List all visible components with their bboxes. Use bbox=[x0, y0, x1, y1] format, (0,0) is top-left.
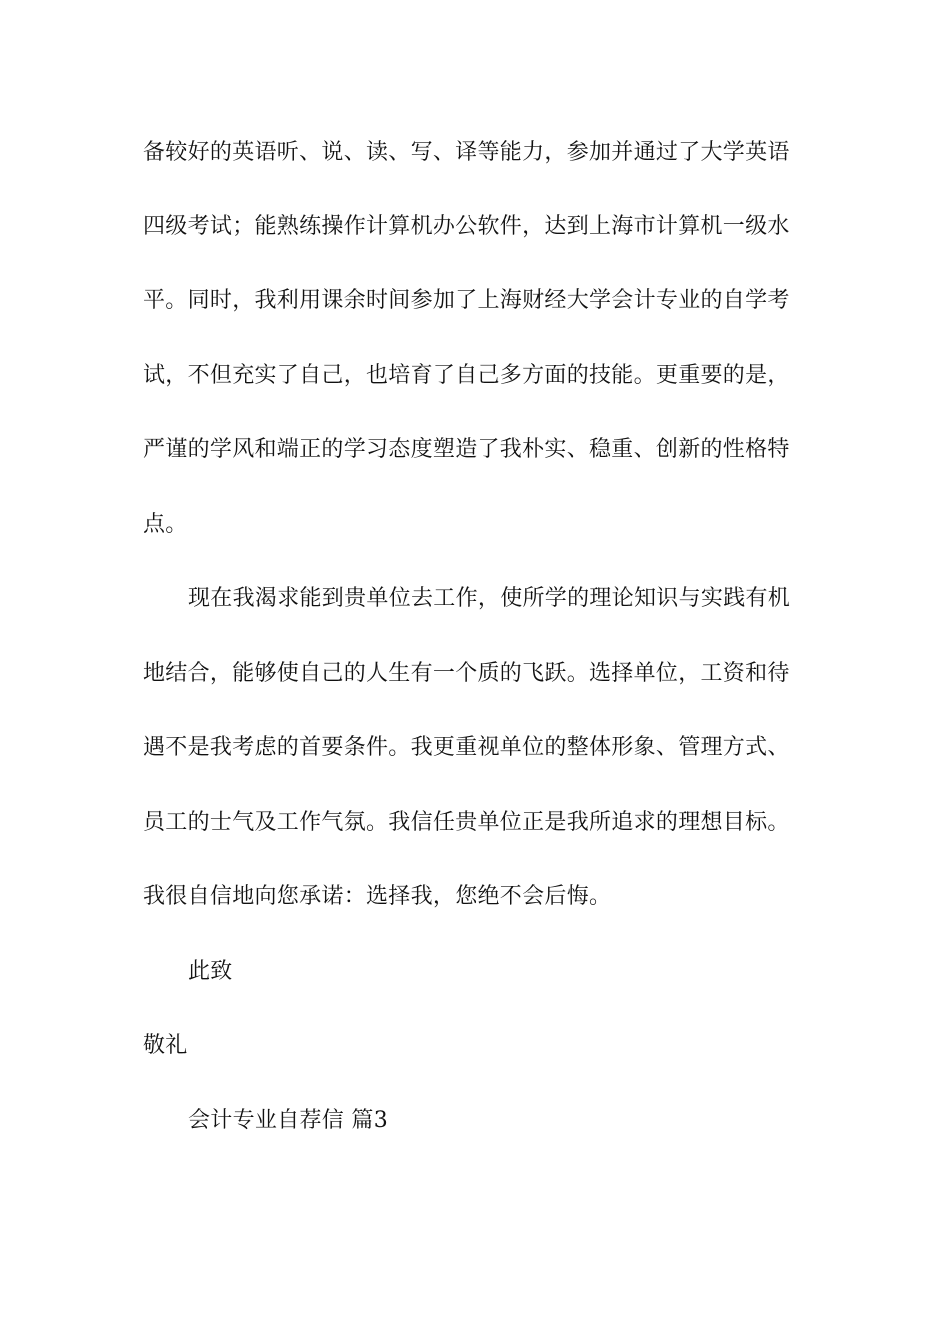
paragraph-line: 四级考试；能熟练操作计算机办公软件，达到上海市计算机一级水 bbox=[143, 214, 790, 239]
paragraph-line: 试，不但充实了自己，也培育了自己多方面的技能。更重要的是， bbox=[143, 363, 790, 388]
section-heading: 会计专业自荐信 篇3 bbox=[188, 1108, 388, 1133]
paragraph-line: 严谨的学风和端正的学习态度塑造了我朴实、稳重、创新的性格特 bbox=[143, 437, 790, 462]
paragraph-line: 员工的士气及工作气氛。我信任贵单位正是我所追求的理想目标。 bbox=[143, 810, 790, 835]
closing-salutation: 此致 bbox=[188, 959, 233, 984]
paragraph-line: 点。 bbox=[143, 512, 188, 537]
paragraph-line: 我很自信地向您承诺：选择我，您绝不会后悔。 bbox=[143, 884, 612, 909]
paragraph-line: 平。同时，我利用课余时间参加了上海财经大学会计专业的自学考 bbox=[143, 288, 790, 313]
closing-regards: 敬礼 bbox=[143, 1033, 188, 1058]
paragraph-line: 地结合，能够使自己的人生有一个质的飞跃。选择单位，工资和待 bbox=[143, 661, 790, 686]
paragraph-line: 现在我渴求能到贵单位去工作，使所学的理论知识与实践有机 bbox=[188, 586, 791, 611]
paragraph-line: 遇不是我考虑的首要条件。我更重视单位的整体形象、管理方式、 bbox=[143, 735, 790, 760]
paragraph-line: 备较好的英语听、说、读、写、译等能力，参加并通过了大学英语 bbox=[143, 140, 790, 165]
